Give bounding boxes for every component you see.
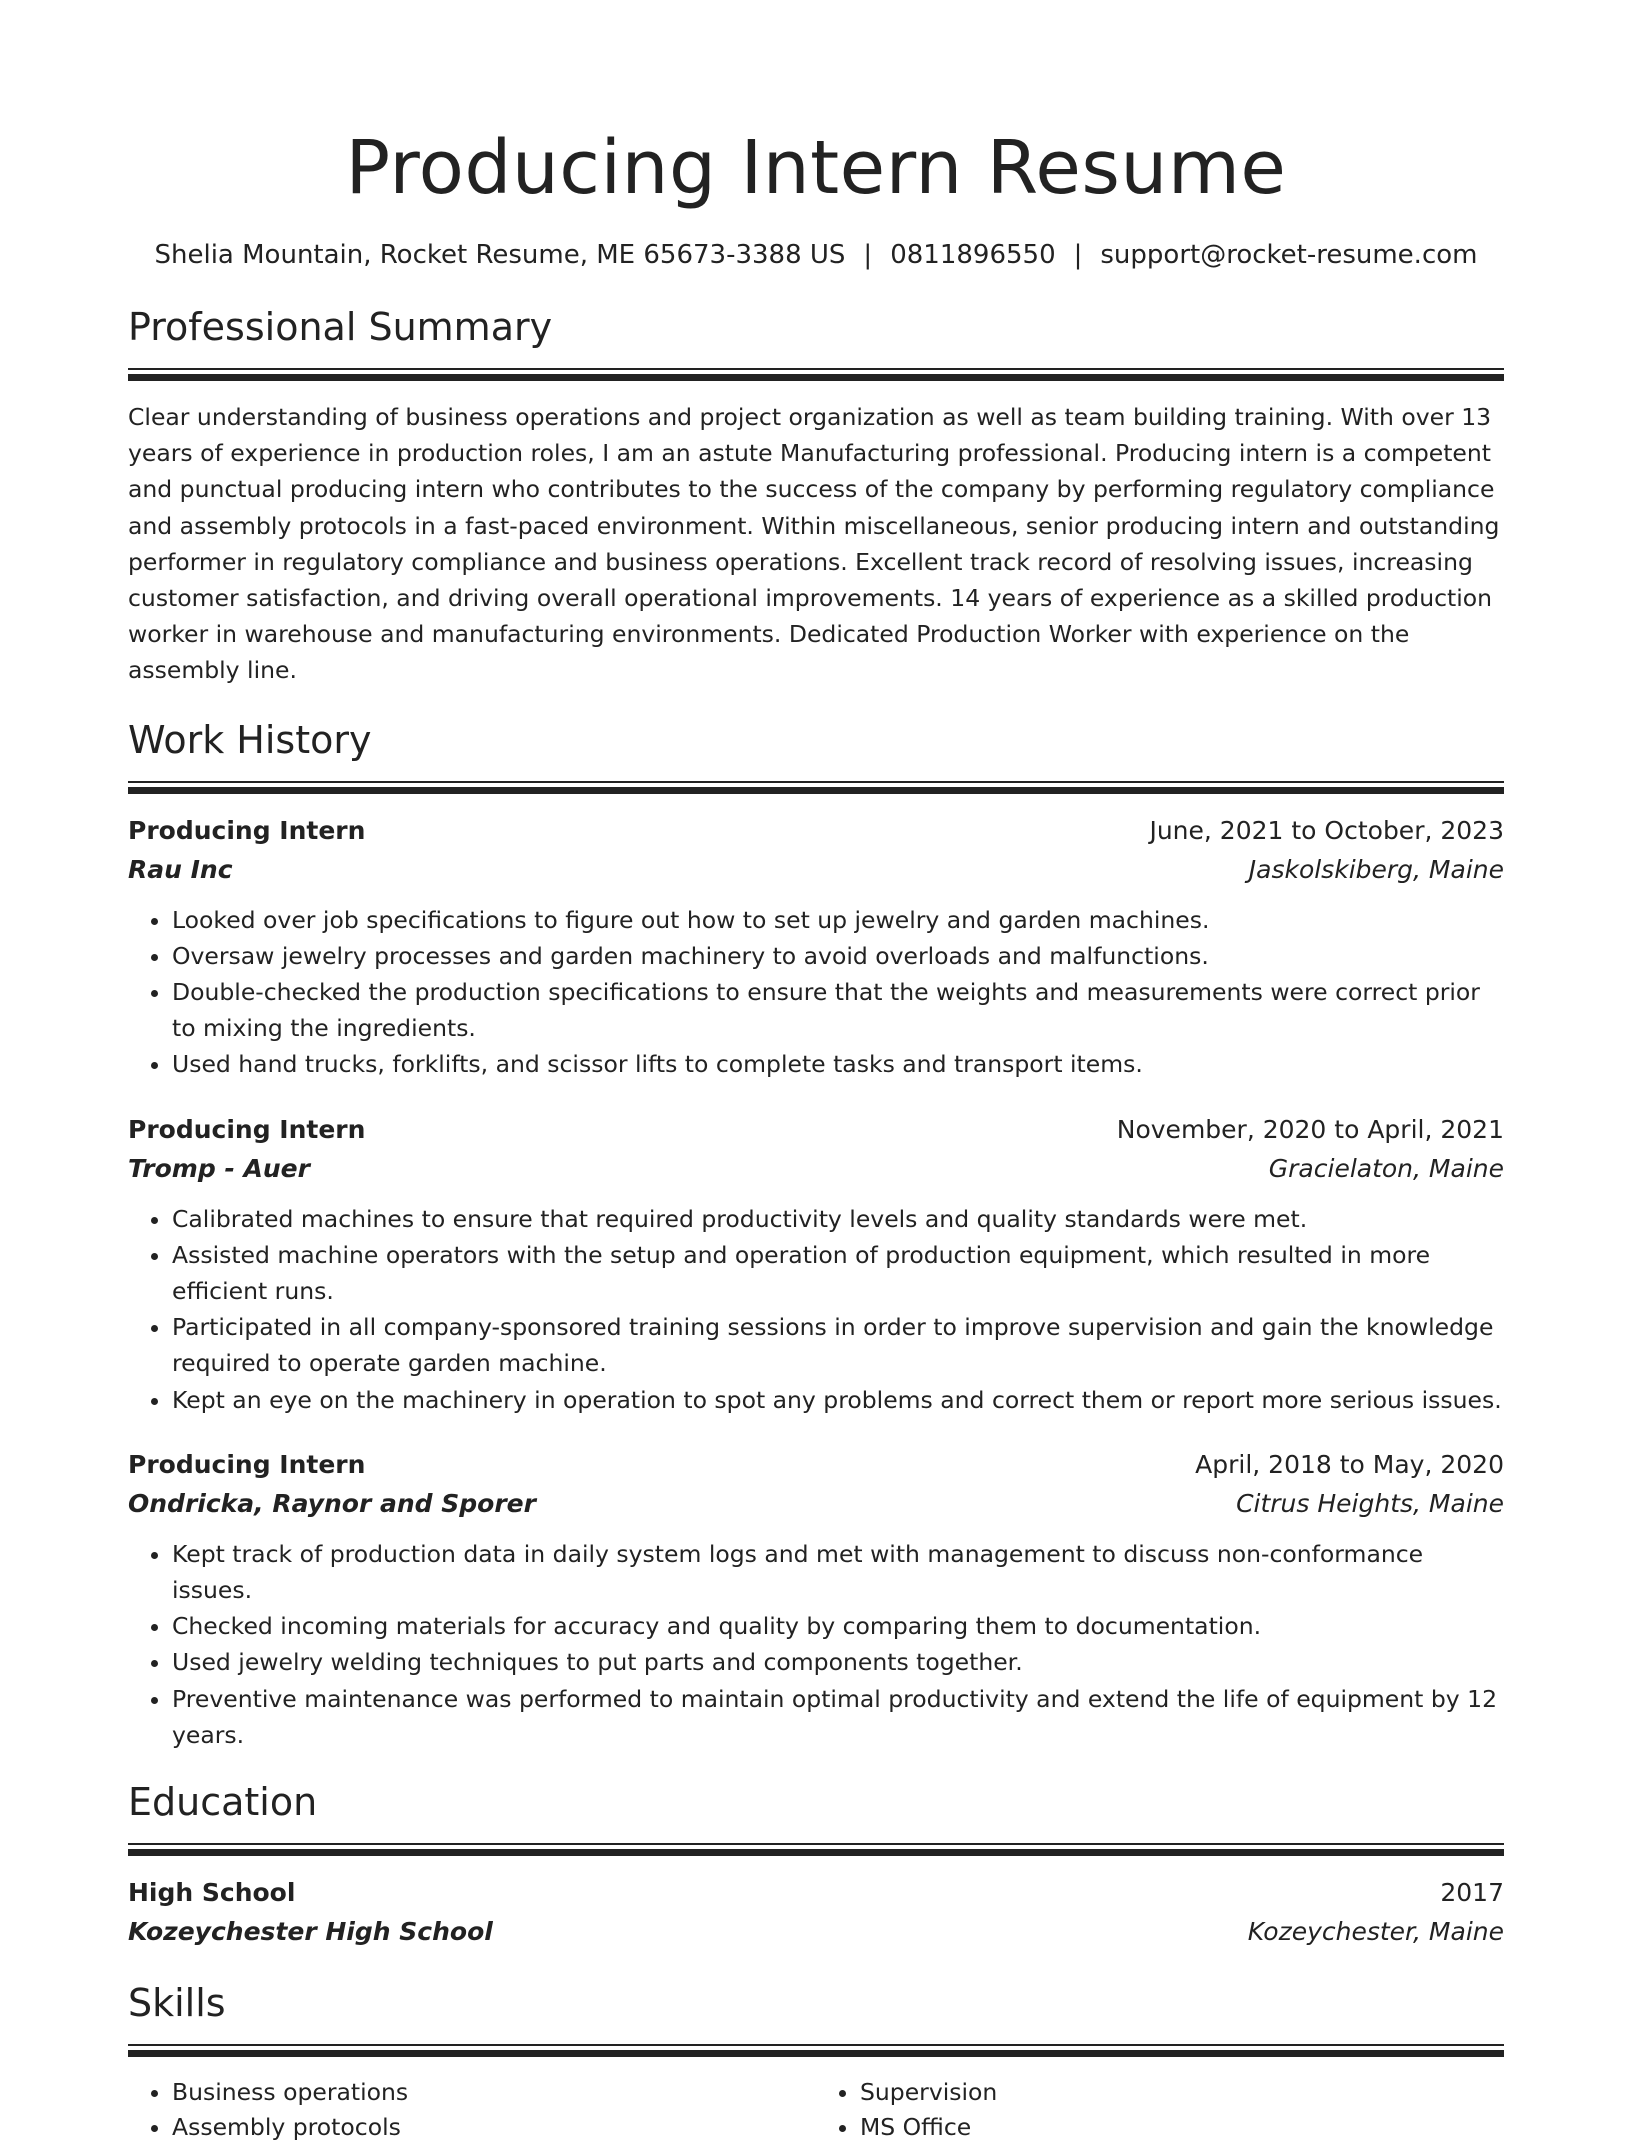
job-location: Gracielaton, Maine — [1268, 1153, 1504, 1183]
job-entry — [128, 812, 1504, 1083]
job-entry — [128, 1111, 1504, 1418]
list-item: • Calibrated machines to ensure that required productivity levels and quality standards were met. — [172, 1201, 1504, 1237]
list-item: • Business operations — [172, 2075, 816, 2110]
education-degree: High School — [128, 1878, 296, 1908]
education-location: Kozeychester, Maine — [1247, 1917, 1504, 1947]
list-item: • Looked over job specifications to figure out how to set up jewelry and garden machines. — [172, 902, 1504, 938]
list-item: • Double-checked the production specifications to ensure that the weights and measurements were correct prior to mixing the ingredients. — [172, 974, 1504, 1046]
skills-section — [128, 1978, 1504, 2145]
list-item: • Used jewelry welding techniques to put parts and components together. — [172, 1644, 1504, 1680]
list-item: • Supervision — [860, 2075, 1504, 2110]
list-item: • Participated in all company-sponsored training sessions in order to improve supervision and gain the knowledge required to operate garden machine. — [172, 1309, 1504, 1381]
job-title: Producing Intern — [128, 1449, 366, 1479]
job-company: Tromp - Auer — [128, 1153, 310, 1183]
section-divider — [128, 1843, 1504, 1856]
job-dates: April, 2018 to May, 2020 — [1195, 1449, 1504, 1479]
education-year: 2017 — [1440, 1878, 1504, 1908]
job-dates: November, 2020 to April, 2021 — [1116, 1114, 1504, 1144]
job-title: Producing Intern — [128, 1114, 366, 1144]
contact-separator: | — [863, 240, 873, 270]
contact-separator: | — [1073, 240, 1083, 270]
skills-column-right — [816, 2075, 1504, 2145]
job-title: Producing Intern — [128, 815, 366, 845]
list-item: • Checked incoming materials for accuracy and quality by comparing them to documentation. — [172, 1608, 1504, 1644]
list-item: • Assisted machine operators with the setup and operation of production equipment, which resulted in more efficient runs. — [172, 1237, 1504, 1309]
contact-phone: 0811896550 — [890, 240, 1056, 270]
section-title-work-history: Work History — [128, 717, 372, 762]
skills-column-left — [128, 2075, 816, 2145]
job-bullets — [128, 1201, 1504, 1418]
list-item: • Oversaw jewelry processes and garden machinery to avoid overloads and malfunctions. — [172, 938, 1504, 974]
section-divider — [128, 368, 1504, 381]
list-item: • Assembly protocols — [172, 2110, 816, 2145]
section-divider — [128, 781, 1504, 794]
section-title-summary: Professional Summary — [128, 305, 553, 349]
summary-section — [128, 302, 1504, 689]
job-entry — [128, 1446, 1504, 1753]
section-title-skills: Skills — [128, 1981, 226, 2026]
job-dates: June, 2021 to October, 2023 — [1149, 815, 1504, 845]
skills-grid — [128, 2075, 1504, 2145]
contact-email[interactable]: support@rocket-resume.com — [1100, 240, 1478, 270]
contact-address: Shelia Mountain, Rocket Resume, ME 65673-3388 US — [154, 240, 846, 270]
contact-line — [128, 238, 1504, 272]
job-location: Citrus Heights, Maine — [1236, 1488, 1504, 1518]
section-title-education: Education — [128, 1780, 318, 1825]
list-item: • Preventive maintenance was performed to maintain optimal productivity and extend the life of equipment by 12 years. — [172, 1681, 1504, 1753]
education-section — [128, 1777, 1504, 1952]
list-item: • Used hand trucks, forklifts, and scissor lifts to complete tasks and transport items. — [172, 1046, 1504, 1082]
work-history-section — [128, 715, 1504, 1753]
summary-text: Clear understanding of business operations and project organization as well as team building training. With over 13 years of experience in production roles, I am an astute Manufacturing professional. Producing intern is a competent and punctual producing intern who contributes to the success of the company by performing regulatory compliance and assembly protocols in a fast-paced environment. Within miscellaneous, senior producing intern and outstanding performer in regulatory compliance and business operations. Excellent track record of resolving issues, increasing customer satisfaction, and driving overall operational improvements. 14 years of experience as a skilled production worker in warehouse and manufacturing environments. Dedicated Production Worker with experience on the assembly line. — [128, 403, 1500, 685]
job-bullets — [128, 1536, 1504, 1753]
job-company: Rau Inc — [128, 854, 233, 884]
section-divider — [128, 2044, 1504, 2057]
list-item: • Kept an eye on the machinery in operation to spot any problems and correct them or report more serious issues. — [172, 1382, 1504, 1418]
job-company: Ondricka, Raynor and Sporer — [128, 1488, 536, 1518]
resume-title: Producing Intern Resume — [345, 125, 1287, 211]
list-item: • MS Office — [860, 2110, 1504, 2145]
job-bullets — [128, 902, 1504, 1083]
list-item: • Kept track of production data in daily system logs and met with management to discuss non-conformance issues. — [172, 1536, 1504, 1608]
education-school: Kozeychester High School — [128, 1917, 493, 1947]
job-location: Jaskolskiberg, Maine — [1248, 854, 1504, 884]
